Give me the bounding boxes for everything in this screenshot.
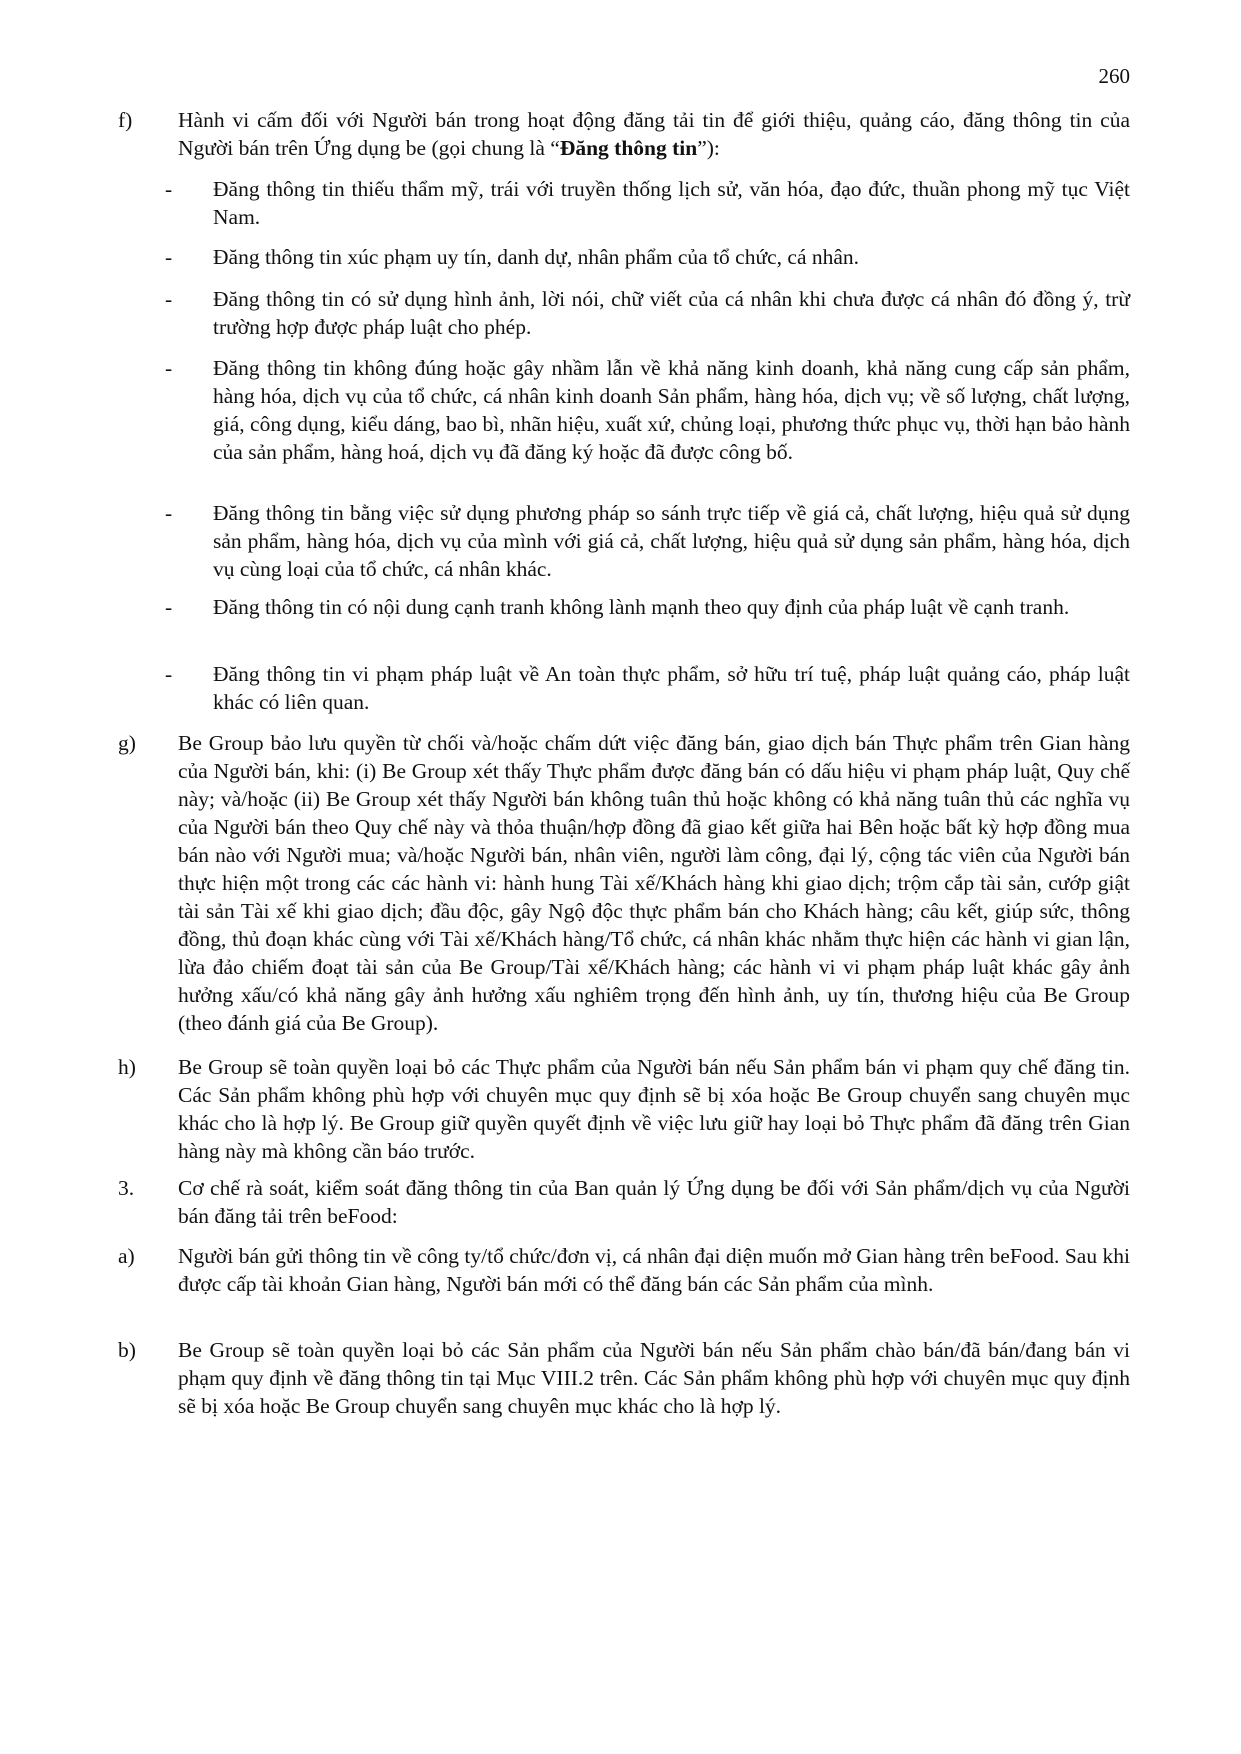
page-number: 260 [1098,64,1130,88]
list-item-b [118,1336,1130,1420]
list-marker: 3. [118,1176,135,1200]
text-segment: Hành vi cấm đối với Người bán trong hoạt động đăng tải tin để giới thiệu, quảng cáo, đăng thông tin của Người bán trên Ứng dụng be (gọi chung là “ [178,108,1130,160]
paragraph-text: Be Group bảo lưu quyền từ chối và/hoặc chấm dứt việc đăng bán, giao dịch bán Thực phẩm trên Gian hàng của Người bán, khi: (i) Be Group xét thấy Thực phẩm được đăng bán có dấu hiệu vi phạm pháp luật, Quy chế này; và/hoặc (ii) Be Group xét thấy Người bán không tuân thủ hoặc không có khả năng tuân thủ các nghĩa vụ của Người bán theo Quy chế này và thỏa thuận/hợp đồng đã giao kết giữa hai Bên hoặc bất kỳ hợp đồng mua bán nào với Người mua; và/hoặc Người bán, nhân viên, người làm công, đại lý, cộng tác viên của Người bán thực hiện một trong các các hành vi: hành hung Tài xế/Khách hàng khi giao dịch; trộm cắp tài sản, cướp giật tài sản Tài xế khi giao dịch; đầu độc, gây Ngộ độc thực phẩm bán cho Khách hàng; câu kết, giúp sức, thông đồng, thủ đoạn khác cùng với Tài xế/Khách hàng/Tổ chức, cá nhân khác nhằm thực hiện các hành vi gian lận, lừa đảo chiếm đoạt tài sản của Be Group/Tài xế/Khách hàng; các hành vi vi phạm pháp luật khác gây ảnh hưởng xấu/có khả năng gây ảnh hưởng xấu nghiêm trọng đến hình ảnh, uy tín, thương hiệu của Be Group (theo đánh giá của Be Group). [178,731,1130,1035]
bullet-text: Đăng thông tin xúc phạm uy tín, danh dự, nhân phẩm của tổ chức, cá nhân. [213,245,860,269]
bullet-dash: - [165,177,173,201]
bullet-text: Đăng thông tin thiếu thẩm mỹ, trái với truyền thống lịch sử, văn hóa, đạo đức, thuần phong mỹ tục Việt Nam. [213,177,1130,229]
list-marker: g) [118,731,136,755]
list-marker: a) [118,1244,135,1268]
paragraph-text: Cơ chế rà soát, kiểm soát đăng thông tin của Ban quản lý Ứng dụng be đối với Sản phẩm/dịch vụ của Người bán đăng tải trên beFood: [178,1176,1130,1228]
bullet-item [165,593,1130,621]
bullet-dash: - [165,595,173,619]
bullet-text: Đăng thông tin có nội dung cạnh tranh không lành mạnh theo quy định của pháp luật về cạnh tranh. [213,595,1070,619]
bullet-item [165,175,1130,231]
list-marker: f) [118,108,133,132]
bullet-text: Đăng thông tin bằng việc sử dụng phương pháp so sánh trực tiếp về giá cả, chất lượng, hiệu quả sử dụng sản phẩm, hàng hóa, dịch vụ của mình với giá cả, chất lượng, hiệu quả sử dụng sản phẩm, hàng hóa, dịch vụ cùng loại của tổ chức, cá nhân khác. [213,501,1130,581]
text-segment: ”): [697,136,720,160]
list-item-g [118,729,1130,1037]
bullet-item [165,285,1130,341]
list-item-a [118,1242,1130,1298]
bullet-item [165,499,1130,583]
list-item-3 [118,1174,1130,1230]
paragraph-text [178,106,1130,162]
paragraph-text: Người bán gửi thông tin về công ty/tổ chức/đơn vị, cá nhân đại diện muốn mở Gian hàng trên beFood. Sau khi được cấp tài khoản Gian hàng, Người bán mới có thể đăng bán các Sản phẩm của mình. [178,1244,1130,1296]
bold-term: Đăng thông tin [559,136,698,160]
bullet-dash: - [165,245,173,269]
bullet-text: Đăng thông tin không đúng hoặc gây nhầm lẫn về khả năng kinh doanh, khả năng cung cấp sản phẩm, hàng hóa, dịch vụ của tổ chức, cá nhân kinh doanh Sản phẩm, hàng hóa, dịch vụ; về số lượng, chất lượng, giá, công dụng, kiểu dáng, bao bì, nhãn hiệu, xuất xứ, chủng loại, phương thức phục vụ, thời hạn bảo hành của sản phẩm, hàng hoá, dịch vụ đã đăng ký hoặc đã được công bố. [213,356,1130,464]
list-marker: h) [118,1055,136,1079]
list-item-h [118,1053,1130,1165]
list-marker: b) [118,1338,136,1362]
bullet-dash: - [165,501,173,525]
bullet-dash: - [165,356,173,380]
bullet-text: Đăng thông tin có sử dụng hình ảnh, lời nói, chữ viết của cá nhân khi chưa được cá nhân đó đồng ý, trừ trường hợp được pháp luật cho phép. [213,287,1130,339]
bullet-text: Đăng thông tin vi phạm pháp luật về An toàn thực phẩm, sở hữu trí tuệ, pháp luật quảng cáo, pháp luật khác có liên quan. [213,662,1130,714]
bullet-dash: - [165,662,173,686]
paragraph-text: Be Group sẽ toàn quyền loại bỏ các Sản phẩm của Người bán nếu Sản phẩm chào bán/đã bán/đang bán vi phạm quy định về đăng thông tin tại Mục VIII.2 trên. Các Sản phẩm không phù hợp với chuyên mục quy định sẽ bị xóa hoặc Be Group chuyển sang chuyên mục khác cho là hợp lý. [178,1338,1130,1418]
bullet-item [165,243,1130,271]
list-item-f [118,106,1130,162]
bullet-item [165,354,1130,466]
bullet-dash: - [165,287,173,311]
bullet-item [165,660,1130,716]
paragraph-text: Be Group sẽ toàn quyền loại bỏ các Thực phẩm của Người bán nếu Sản phẩm bán vi phạm quy chế đăng tin. Các Sản phẩm không phù hợp với chuyên mục quy định sẽ bị xóa hoặc Be Group chuyển sang chuyên mục khác cho là hợp lý. Be Group giữ quyền quyết định về việc lưu giữ hay loại bỏ Thực phẩm đã đăng trên Gian hàng này mà không cần báo trước. [178,1055,1130,1163]
